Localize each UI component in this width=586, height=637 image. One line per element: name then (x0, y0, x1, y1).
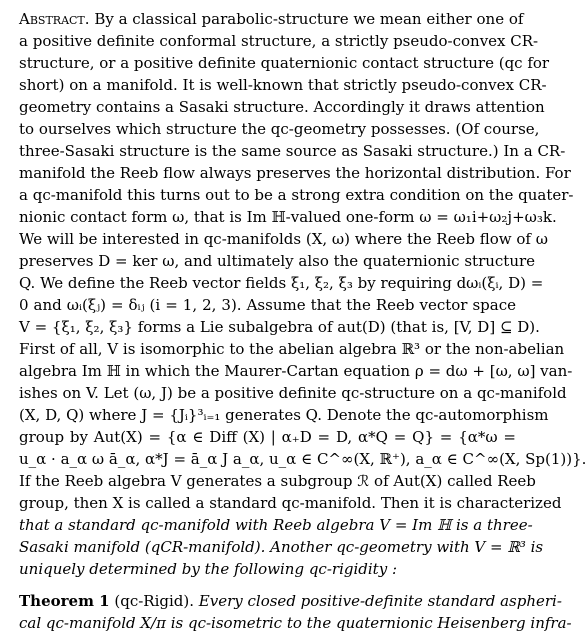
theorem-line-2: cal qc-manifold X/π is qc-isometric to the quaternionic Heisenberg infra- (19, 614, 572, 632)
abstract-line-13: Q. We define the Reeb vector fields ξ₁, ξ₂, ξ₃ by requiring dωᵢ(ξᵢ, D) = (19, 274, 544, 292)
abstract-heading: Abstract. (19, 10, 90, 28)
abstract-line-21: u_α · a_α ω ā_α, α*J = ā_α J a_α, u_α ∈ C^∞(X, ℝ⁺), a_α ∈ C^∞(X, Sp(1))}. (19, 450, 586, 468)
abstract-line-20: group by Aut(X) = {α ∈ Diff (X) | α₊D = D, α*Q = Q} = {α*ω = (19, 428, 516, 446)
abstract-line-26: uniquely determined by the following qc-rigidity : (19, 560, 397, 578)
abstract-line-4: short) on a manifold. It is well-known that strictly pseudo-convex CR- (19, 76, 547, 94)
theorem-heading: Theorem 1 (19, 592, 110, 610)
abstract-line-17: algebra Im ℍ in which the Maurer-Cartan equation ρ = dω + [ω, ω] van- (19, 362, 573, 380)
abstract-line-12: preserves D = ker ω, and ultimately also the quaternionic structure (19, 252, 536, 270)
abstract-line-5: geometry contains a Sasaki structure. Accordingly it draws attention (19, 98, 545, 116)
abstract-line-19: (X, D, Q) where J = {Jᵢ}³ᵢ₌₁ generates Q. Denote the qc-automorphism (19, 406, 549, 424)
theorem-label: (qc-Rigid). (114, 592, 195, 610)
abstract-line-7: three-Sasaki structure is the same source as Sasaki structure.) In a CR- (19, 142, 566, 160)
abstract-line-10: nionic contact form ω, that is Im ℍ-valued one-form ω = ω₁i+ω₂j+ω₃k. (19, 208, 557, 226)
abstract-line-15: V = {ξ₁, ξ₂, ξ₃} forms a Lie subalgebra of aut(D) (that is, [V, D] ⊆ D). (19, 318, 540, 336)
abstract-line-3: structure, or a positive definite quaternionic contact structure (qc for (19, 54, 550, 72)
abstract-line-6: to ourselves which structure the qc-geometry possesses. (Of course, (19, 120, 540, 138)
abstract-line-22: If the Reeb algebra V generates a subgroup ℛ of Aut(X) called Reeb (19, 472, 536, 490)
abstract-line-11: We will be interested in qc-manifolds (X, ω) where the Reeb flow of ω (19, 230, 548, 248)
abstract-line-8: manifold the Reeb flow always preserves the horizontal distribution. For (19, 164, 571, 182)
abstract-line-23: group, then X is called a standard qc-manifold. Then it is characterized (19, 494, 562, 512)
theorem-line-1: Theorem 1 (qc-Rigid). Every closed positive-definite standard aspheri- (19, 592, 562, 610)
abstract-line-24: that a standard qc-manifold with Reeb algebra V = Im ℍ is a three- (19, 516, 533, 534)
abstract-line-2: a positive definite conformal structure, a strictly pseudo-convex CR- (19, 32, 539, 50)
abstract-line-16: First of all, V is isomorphic to the abelian algebra ℝ³ or the non-abelian (19, 340, 565, 358)
abstract-line-14: 0 and ωᵢ(ξⱼ) = δᵢⱼ (i = 1, 2, 3). Assume that the Reeb vector space (19, 296, 516, 314)
abstract-line-25: Sasaki manifold (qCR-manifold). Another qc-geometry with V = ℝ³ is (19, 538, 544, 556)
abstract-line-1: Abstract. By a classical parabolic-structure we mean either one of (19, 10, 524, 28)
abstract-line-9: a qc-manifold this turns out to be a strong extra condition on the quater- (19, 186, 574, 204)
abstract-line-18: ishes on V. Let (ω, J) be a positive definite qc-structure on a qc-manifold (19, 384, 567, 402)
